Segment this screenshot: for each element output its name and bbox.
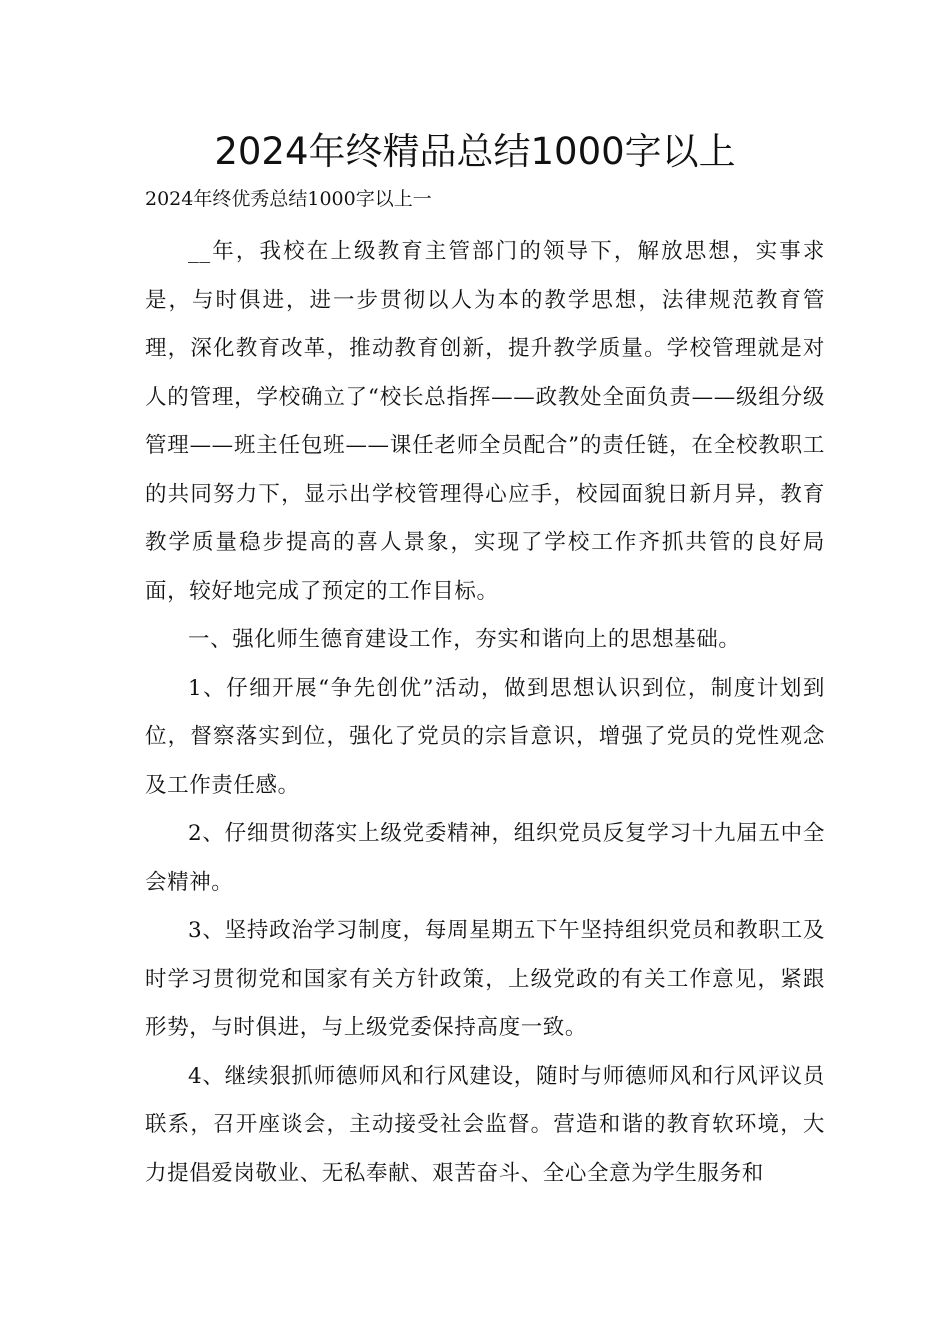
- document-body: [145, 228, 825, 1198]
- document-title: 2024年终精品总结1000字以上: [214, 130, 736, 173]
- paragraph-item-4: 4、继续狠抓师德师风和行风建设，随时与师德师风和行风评议员联系，召开座谈会，主动接受社会监督。营造和谐的教育软环境，大力提倡爱岗敬业、无私奉献、艰苦奋斗、全心全意为学生服务和: [145, 1063, 825, 1186]
- paragraph-intro: __年，我校在上级教育主管部门的领导下，解放思想，实事求是，与时俱进，进一步贯彻以人为本的教学思想，法律规范教育管理，深化教育改革，推动教育创新，提升教学质量。学校管理就是对人的管理，学校确立了“校长总指挥——政教处全面负责——级组分级管理——班主任包班——课任老师全员配合”的责任链，在全校教职工的共同努力下，显示出学校管理得心应手，校园面貌日新月异，教育教学质量稳步提高的喜人景象，实现了学校工作齐抓共管的良好局面，较好地完成了预定的工作目标。: [145, 239, 825, 604]
- paragraph-item-1: 1、仔细开展“争先创优”活动，做到思想认识到位，制度计划到位，督察落实到位，强化了党员的宗旨意识，增强了党员的党性观念及工作责任感。: [145, 675, 825, 798]
- document-subtitle: 2024年终优秀总结1000字以上一: [145, 188, 432, 210]
- paragraph-item-2: 2、仔细贯彻落实上级党委精神，组织党员反复学习十九届五中全会精神。: [145, 821, 825, 895]
- paragraph-item-3: 3、坚持政治学习制度，每周星期五下午坚持组织党员和教职工及时学习贯彻党和国家有关方针政策，上级党政的有关工作意见，紧跟形势，与时俱进，与上级党委保持高度一致。: [145, 918, 825, 1040]
- paragraph-section-heading: 一、强化师生德育建设工作，夯实和谐向上的思想基础。: [188, 627, 741, 652]
